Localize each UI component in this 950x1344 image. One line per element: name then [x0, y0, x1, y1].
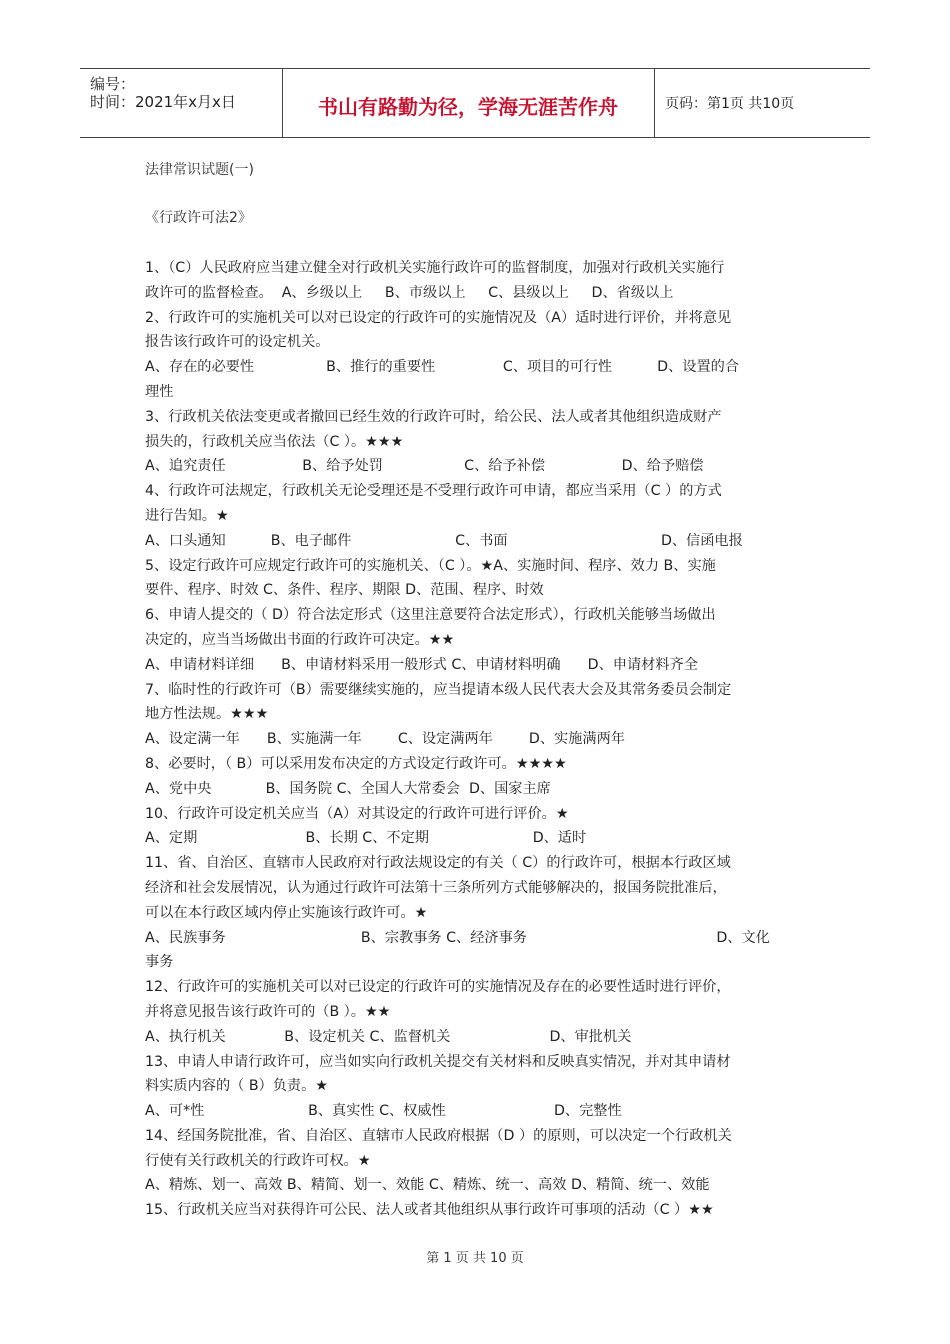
date-label: 时间：2021年x月x日 — [90, 93, 236, 111]
text-line: 4、行政许可法规定，行政机关无论受理还是不受理行政许可申请，都应当采用（C ）的方式 — [145, 483, 722, 500]
text-line: A、精炼、划一、高效 B、精简、划一、效能 C、精炼、统一、高效 D、精简、统一、效能 — [145, 1177, 710, 1194]
header-page-cell — [655, 69, 870, 137]
text-line: 要件、程序、时效 C、条件、程序、期限 D、范围、程序、时效 — [145, 582, 544, 599]
doc-subtitle: 《行政许可法2》 — [145, 210, 252, 226]
text-line: 理性 — [145, 383, 174, 400]
text-line: 11、省、自治区、直辖市人民政府对行政法规设定的有关（ C）的行政许可，根据本行政区域 — [145, 855, 731, 872]
text-line: 12、行政许可的实施机关可以对已设定的行政许可的实施情况及存在的必要性适时进行评价， — [145, 979, 731, 996]
text-line: 7、临时性的行政许可（B）需要继续实施的，应当提请本级人民代表大会及其常务委员会制定 — [145, 681, 732, 698]
text-line: 15、行政机关应当对获得许可公民、法人或者其他组织从事行政许可事项的活动（C ）★★ — [145, 1202, 714, 1219]
text-line: A、党中央 B、国务院 C、全国人大常委会 D、国家主席 — [145, 780, 551, 797]
text-line: A、存在的必要性 B、推行的重要性 C、项目的可行性 D、设置的合 — [145, 359, 740, 376]
number-label: 编号： — [90, 75, 136, 93]
page-number-label: 页码：第1页 共10页 — [665, 96, 795, 112]
text-line: 可以在本行政区域内停止实施该行政许可。★ — [145, 904, 428, 921]
text-line: 政许可的监督检查。 A、乡级以上 B、市级以上 C、县级以上 D、省级以上 — [145, 284, 674, 301]
text-line: A、设定满一年 B、实施满一年 C、设定满两年 D、实施满两年 — [145, 731, 625, 748]
document-heading — [145, 160, 813, 228]
text-line: 报告该行政许可的设定机关。 — [145, 334, 330, 351]
text-line: 1、（C）人民政府应当建立健全对行政机关实施行政许可的监督制度，加强对行政机关实施行 — [145, 260, 725, 276]
text-line: 料实质内容的（ B）负责。★ — [145, 1078, 329, 1095]
text-line: 损失的，行政机关应当依法（C ）。★★★ — [145, 433, 404, 450]
text-line: 3、行政机关依法变更或者撤回已经生效的行政许可时，给公民、法人或者其他组织造成财产 — [145, 408, 722, 425]
text-line: A、执行机关 B、设定机关 C、监督机关 D、审批机关 — [145, 1028, 632, 1045]
page-footer: 第 1 页 共 10 页 — [426, 1251, 524, 1266]
text-line: 经济和社会发展情况，认为通过行政许可法第十三条所列方式能够解决的，报国务院批准后， — [145, 879, 727, 896]
question-body — [145, 256, 813, 1223]
header-info-cell — [80, 69, 283, 137]
text-line: A、定期 B、长期 C、不定期 D、适时 — [145, 830, 587, 847]
text-line: 6、申请人提交的（ D）符合法定形式（这里注意要符合法定形式），行政机关能够当场做出 — [145, 607, 716, 624]
doc-title: 法律常识试题(一) — [145, 162, 254, 178]
text-line: A、申请材料详细 B、申请材料采用一般形式 C、申请材料明确 D、申请材料齐全 — [145, 656, 698, 673]
text-line: 进行告知。★ — [145, 507, 229, 524]
text-line: 并将意见报告该行政许可的（B ）。★★ — [145, 1003, 391, 1020]
motto: 书山有路勤为径，学海无涯苦作舟 — [318, 95, 618, 119]
text-line: 行使有关行政机关的行政许可权。★ — [145, 1152, 371, 1169]
text-line: A、民族事务 B、宗教事务 C、经济事务 D、文化 — [145, 929, 770, 946]
text-line: 8、必要时，（ B）可以采用发布决定的方式设定行政许可。★★★★ — [145, 755, 567, 772]
text-line: 13、申请人申请行政许可，应当如实向行政机关提交有关材料和反映真实情况，并对其申请材 — [145, 1053, 731, 1070]
header-motto-cell — [282, 69, 655, 137]
text-line: 2、行政许可的实施机关可以对已设定的行政许可的实施情况及（A）适时进行评价，并将意见 — [145, 309, 732, 326]
text-line: 14、经国务院批准，省、自治区、直辖市人民政府根据（D ）的原则，可以决定一个行政机关 — [145, 1127, 732, 1144]
page-header — [80, 68, 870, 138]
text-line: 决定的，应当当场做出书面的行政许可决定。★★ — [145, 631, 455, 648]
text-line: 事务 — [145, 954, 174, 971]
text-line: A、可*性 B、真实性 C、权威性 D、完整性 — [145, 1103, 622, 1120]
text-line: 5、设定行政许可应规定行政许可的实施机关、（C ）。★A、实施时间、程序、效力 B、实施 — [145, 557, 716, 574]
text-line: A、口头通知 B、电子邮件 C、书面 D、信函电报 — [145, 532, 743, 549]
text-line: 10、行政许可设定机关应当（A）对其设定的行政许可进行评价。★ — [145, 805, 569, 822]
text-line: 地方性法规。★★★ — [145, 706, 269, 723]
text-line: A、追究责任 B、给予处罚 C、给予补偿 D、给予赔偿 — [145, 458, 704, 475]
